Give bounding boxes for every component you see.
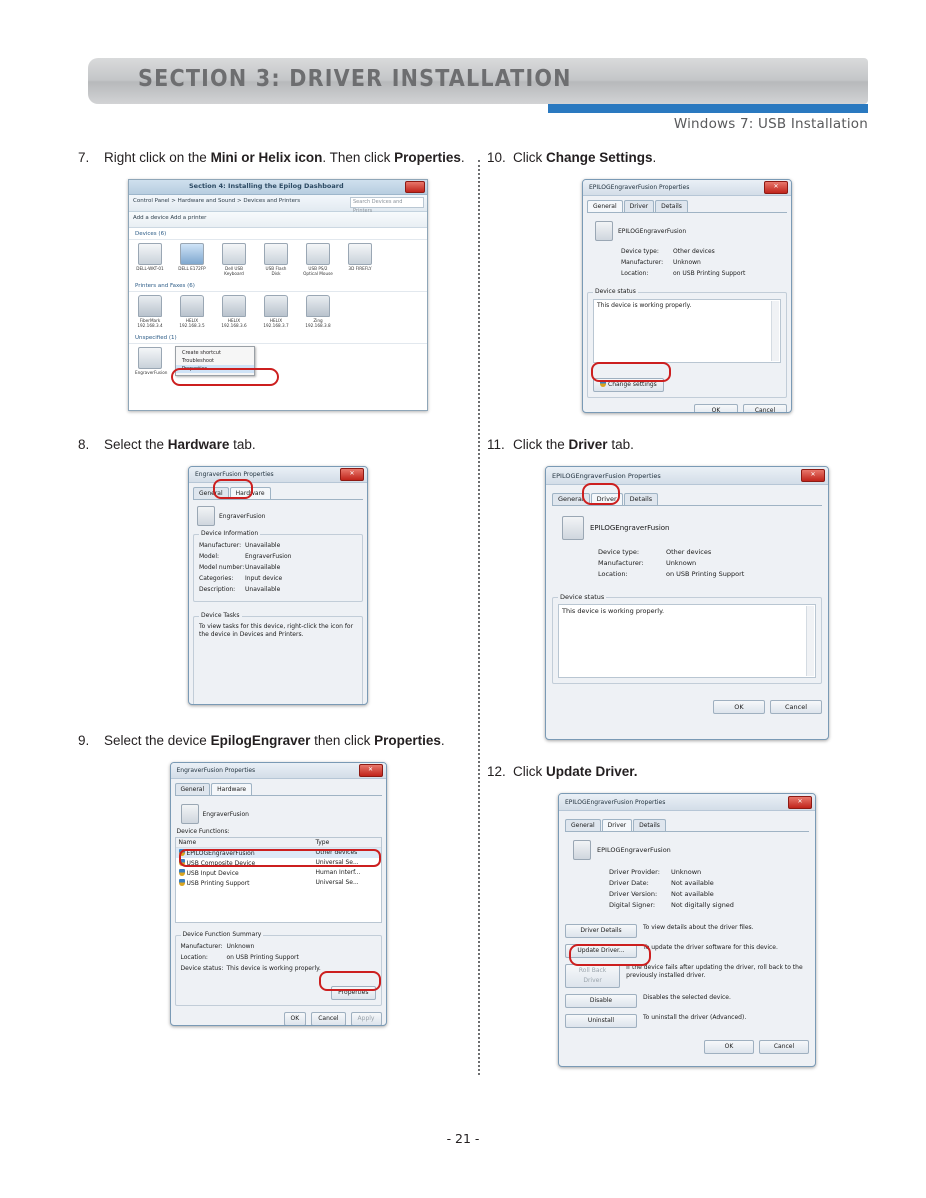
button-row (552, 700, 822, 714)
device-name: EPILOGEngraverFusion (590, 524, 670, 532)
device-icon (562, 516, 584, 540)
scrollbar[interactable] (806, 606, 814, 676)
field-value: Other devices (673, 248, 715, 255)
step-9-part-5: . (440, 733, 445, 748)
uninstall-button[interactable]: Uninstall (565, 1014, 637, 1028)
window-title: EPILOGEngraverFusion Properties (565, 798, 666, 806)
explorer-address-text: Control Panel > Hardware and Sound > Devices and Printers (133, 198, 301, 204)
field-key: Driver Provider: (609, 868, 660, 876)
printer-item[interactable] (219, 295, 249, 328)
device-item[interactable] (261, 243, 291, 276)
tab-general[interactable]: General (175, 783, 211, 795)
tab-general[interactable]: General (587, 200, 623, 212)
computer-icon (138, 243, 162, 265)
tabstrip (552, 491, 822, 506)
device-label: USB Flash Disk (265, 266, 287, 276)
disable-button[interactable]: Disable (565, 994, 637, 1008)
context-menu-item-create-shortcut[interactable]: Create shortcut (182, 350, 221, 356)
epilog-properties-driver-tab-window (545, 466, 829, 740)
field-value: Not available (671, 890, 714, 898)
update-driver-button[interactable]: Update Driver... (565, 944, 637, 958)
row-type: Universal Se... (315, 879, 359, 886)
printer-label: HELIX 192.168.3.6 (221, 318, 247, 328)
tab-general[interactable]: General (552, 493, 590, 505)
field-key: Driver Date: (609, 879, 649, 887)
step-8-number: 8. (78, 437, 90, 452)
step-11 (487, 435, 887, 740)
step-9-part-2: EpilogEngraver (210, 733, 311, 748)
unspecified-label: EngraverFusion (135, 370, 168, 375)
field-value: on USB Printing Support (666, 570, 745, 578)
context-menu-item-troubleshoot[interactable]: Troubleshoot (182, 358, 214, 364)
explorer-titlebar (129, 180, 427, 195)
step-9-text (104, 731, 478, 750)
section-printers-header: Printers and Faxes (6) (129, 280, 427, 292)
column-header-name: Name (178, 839, 197, 846)
tab-driver[interactable]: Driver (591, 493, 623, 505)
update-driver-desc: To update the driver software for this device. (643, 944, 778, 951)
step-11-text (513, 435, 887, 454)
tab-details[interactable]: Details (633, 819, 666, 831)
device-item[interactable] (345, 243, 375, 276)
field-value: Not available (671, 879, 714, 887)
row-type: Human Interf... (315, 869, 361, 876)
tab-driver[interactable]: Driver (602, 819, 632, 831)
printer-item[interactable] (303, 295, 333, 328)
window-body (171, 779, 386, 1026)
window-title: EngraverFusion Properties (195, 471, 274, 478)
device-label: DELL E172FP (178, 266, 206, 271)
cancel-button[interactable]: Cancel (759, 1040, 809, 1054)
step-12-part-2: Update Driver. (546, 764, 638, 779)
tabstrip (175, 783, 382, 796)
step-10-text (513, 148, 887, 167)
printer-icon (306, 295, 330, 317)
change-settings-button[interactable] (593, 378, 664, 392)
field-value: Not digitally signed (671, 901, 734, 909)
step-7-part-4: Properties (394, 150, 461, 165)
step-11-screenshot (487, 466, 887, 740)
window-title: EPILOGEngraverFusion Properties (589, 184, 690, 191)
unspecified-grid (129, 344, 427, 375)
explorer-title: Section 4: Installing the Epilog Dashboard (189, 182, 344, 190)
engraver-icon (138, 347, 162, 369)
field-value: Input device (245, 575, 283, 582)
field-key: Location: (621, 270, 649, 277)
printer-icon (222, 295, 246, 317)
step-7 (78, 148, 478, 411)
engraverfusion-hardware-window (170, 762, 387, 1026)
step-11-part-3: tab. (607, 437, 634, 452)
button-row (565, 1040, 809, 1054)
change-settings-label: Change settings (608, 381, 657, 388)
tasks-text: To view tasks for this device, right-click the icon for the device in Devices and Printers. (199, 623, 354, 638)
uninstall-desc: To uninstall the driver (Advanced). (643, 1014, 747, 1021)
field-key: Model: (199, 553, 220, 560)
summary-key: Manufacturer: (180, 943, 223, 950)
step-10-part-3: . (652, 150, 657, 165)
search-input[interactable]: Search Devices and Printers (350, 197, 424, 208)
step-9-number: 9. (78, 733, 90, 748)
epilog-properties-driver-window (558, 793, 816, 1067)
step-7-part-5: . (460, 150, 465, 165)
cancel-button[interactable]: Cancel (311, 1012, 345, 1026)
unspecified-item[interactable] (135, 347, 168, 375)
step-12-number: 12. (487, 764, 506, 779)
row-name: USB Input Device (186, 870, 239, 877)
tab-driver[interactable]: Driver (624, 200, 654, 212)
group-label: Device Tasks (201, 612, 240, 619)
status-text: This device is working properly. (597, 302, 692, 309)
devices-grid (129, 240, 427, 276)
device-item[interactable] (219, 243, 249, 276)
printer-label: FiberMark 192.168.3.4 (137, 318, 163, 328)
step-9-part-4: Properties (374, 733, 441, 748)
header-subtitle: Windows 7: USB Installation (673, 116, 868, 132)
field-key: Digital Signer: (609, 901, 656, 909)
step-11-part-1: Click the (513, 437, 569, 452)
step-7-part-2: Mini or Helix icon (210, 150, 323, 165)
field-key: Categories: (199, 575, 234, 582)
step-8-part-2: Hardware (167, 437, 230, 452)
step-9 (78, 731, 478, 1026)
device-function-summary-group (175, 931, 382, 1006)
summary-value: Unknown (226, 943, 255, 950)
keyboard-icon (222, 243, 246, 265)
titlebar (171, 763, 386, 779)
tabstrip (193, 487, 363, 500)
field-value: on USB Printing Support (673, 270, 746, 277)
printer-label: HELIX 192.168.3.5 (179, 318, 205, 328)
field-key: Manufacturer: (598, 559, 644, 567)
summary-key: Location: (180, 954, 208, 961)
printer-label: HELIX 192.168.3.7 (263, 318, 289, 328)
group-label: Device status (560, 593, 605, 601)
right-column (487, 148, 887, 1073)
row-name: EPILOGEngraverFusion (186, 850, 255, 857)
shield-icon (600, 380, 606, 387)
field-value: Unknown (666, 559, 697, 567)
shield-icon (179, 849, 185, 856)
step-7-part-3: . Then click (322, 150, 395, 165)
group-label: Device Information (201, 530, 259, 537)
step-8-part-3: tab. (229, 437, 256, 452)
row-name: USB Composite Device (186, 860, 256, 867)
device-status-group (552, 593, 822, 684)
column-header-type: Type (315, 839, 330, 846)
step-8-part-1: Select the (104, 437, 168, 452)
field-key: Manufacturer: (621, 259, 664, 266)
step-8-screenshot (78, 466, 478, 705)
camera-icon (348, 243, 372, 265)
step-12-screenshot (487, 793, 887, 1067)
device-icon (573, 840, 591, 860)
properties-button[interactable]: Properties (331, 986, 375, 1000)
window-title: EPILOGEngraverFusion Properties (552, 471, 661, 480)
step-10-part-2: Change Settings (546, 150, 653, 165)
step-8-text (104, 435, 478, 454)
ok-button[interactable]: OK (713, 700, 765, 714)
device-icon (595, 221, 613, 241)
step-12-part-1: Click (513, 764, 546, 779)
step-9-screenshot (78, 762, 478, 1026)
page-number: - 21 - (446, 1131, 480, 1146)
device-status-textarea[interactable] (558, 604, 816, 678)
device-status-group (587, 288, 787, 398)
field-value: EngraverFusion (245, 553, 292, 560)
step-10 (487, 148, 887, 413)
context-menu[interactable] (175, 346, 255, 376)
roll-back-driver-desc: If the device fails after updating the driver, roll back to the previously installed driver. (626, 964, 803, 979)
page-title: SECTION 3: DRIVER INSTALLATION (138, 66, 572, 92)
device-name: EngraverFusion (202, 810, 249, 818)
step-12-text (513, 762, 887, 781)
step-10-screenshot (487, 179, 887, 413)
device-item[interactable] (303, 243, 333, 276)
device-information-group (193, 530, 363, 602)
step-7-number: 7. (78, 150, 90, 165)
field-value: Unavailable (245, 542, 281, 549)
summary-value: on USB Printing Support (226, 954, 299, 961)
printer-icon (138, 295, 162, 317)
row-name: USB Printing Support (186, 880, 250, 887)
left-column (78, 148, 478, 1032)
device-icon (181, 804, 199, 824)
field-value: Unavailable (245, 586, 281, 593)
ok-button[interactable]: OK (284, 1012, 307, 1026)
field-key: Device type: (621, 248, 659, 255)
field-value: Unknown (671, 868, 702, 876)
step-11-part-2: Driver (568, 437, 608, 452)
device-status-textarea[interactable] (593, 299, 781, 363)
shield-icon (179, 869, 185, 876)
cancel-button[interactable]: Cancel (743, 404, 787, 413)
tab-general[interactable]: General (565, 819, 601, 831)
ok-button[interactable]: OK (704, 1040, 754, 1054)
titlebar (546, 467, 828, 485)
window-title: EngraverFusion Properties (176, 767, 256, 774)
tabstrip (587, 200, 787, 213)
section-devices-header: Devices (6) (129, 228, 427, 240)
step-10-number: 10. (487, 150, 506, 165)
tabstrip (565, 817, 809, 832)
device-name: EngraverFusion (219, 512, 266, 520)
close-icon[interactable]: ✕ (801, 469, 825, 482)
column-divider (478, 160, 480, 1075)
roll-back-driver-button[interactable]: Roll Back Driver (565, 964, 620, 988)
printers-grid (129, 292, 427, 328)
close-icon[interactable]: ✕ (359, 764, 383, 777)
button-row (587, 404, 787, 413)
explorer-content (129, 228, 427, 411)
step-8 (78, 435, 478, 705)
row-type: Other devices (315, 849, 358, 856)
shield-icon (179, 879, 185, 886)
close-icon[interactable]: ✕ (788, 796, 812, 809)
field-value: Unavailable (245, 564, 281, 571)
shield-icon (179, 859, 185, 866)
printer-item[interactable] (261, 295, 291, 328)
field-key: Model number: (199, 564, 245, 571)
device-name: EPILOGEngraverFusion (618, 227, 687, 235)
tab-hardware[interactable]: Hardware (230, 487, 271, 499)
titlebar (559, 794, 815, 811)
printer-icon (180, 295, 204, 317)
step-11-number: 11. (487, 437, 505, 452)
explorer-window (128, 179, 428, 411)
button-row (175, 1012, 382, 1026)
device-tasks-group (193, 612, 363, 705)
apply-button[interactable]: Apply (351, 1012, 382, 1026)
device-label: Dell USB Keyboard (224, 266, 244, 276)
group-label: Device status (595, 288, 636, 295)
tab-general[interactable]: General (193, 487, 229, 499)
printer-label: Zing 192.168.3.8 (305, 318, 331, 328)
printer-item[interactable] (177, 295, 207, 328)
cancel-button[interactable]: Cancel (770, 700, 822, 714)
group-label: Device Function Summary (182, 931, 262, 938)
window-body (583, 196, 791, 413)
summary-key: Device status: (180, 965, 224, 972)
window-body (189, 483, 367, 705)
window-body (546, 485, 828, 720)
summary-value: This device is working properly. (226, 965, 321, 972)
device-label: DELL-WKT-01 (136, 266, 164, 271)
close-icon[interactable]: ✕ (764, 181, 788, 194)
context-menu-item-properties[interactable]: Properties (176, 365, 254, 373)
header-accent-bar (548, 104, 868, 113)
field-key: Location: (598, 570, 628, 578)
device-name: EPILOGEngraverFusion (597, 846, 671, 854)
step-9-part-3: then click (310, 733, 375, 748)
step-7-part-1: Right click on the (104, 150, 211, 165)
device-icon (197, 506, 215, 526)
epilog-properties-general-window (582, 179, 792, 413)
disable-desc: Disables the selected device. (643, 994, 731, 1001)
driver-details-desc: To view details about the driver files. (643, 924, 754, 931)
field-value: Unknown (673, 259, 701, 266)
tab-hardware[interactable]: Hardware (211, 783, 252, 795)
field-key: Description: (199, 586, 236, 593)
device-functions-label: Device Functions: (176, 828, 230, 835)
field-key: Device type: (598, 548, 640, 556)
close-icon[interactable]: ✕ (340, 468, 364, 481)
titlebar (189, 467, 367, 483)
explorer-address-bar[interactable] (129, 195, 427, 212)
step-10-part-1: Click (513, 150, 546, 165)
field-key: Driver Version: (609, 890, 658, 898)
step-7-text (104, 148, 478, 167)
engraverfusion-properties-window (188, 466, 368, 705)
step-12 (487, 762, 887, 1067)
device-label: 3D FIREFLY (348, 266, 372, 271)
device-label: USB PS/2 Optical Mouse (303, 266, 333, 276)
field-value: Other devices (666, 548, 712, 556)
close-icon[interactable] (405, 181, 425, 193)
row-type: Universal Se... (315, 859, 359, 866)
titlebar (583, 180, 791, 196)
window-body (559, 811, 815, 1060)
explorer-toolbar[interactable]: Add a device Add a printer (129, 212, 427, 228)
usb-drive-icon (264, 243, 288, 265)
section-unspecified-header: Unspecified (1) (129, 332, 427, 344)
step-9-part-1: Select the device (104, 733, 211, 748)
status-text: This device is working properly. (562, 607, 665, 615)
step-7-screenshot (78, 179, 478, 411)
tab-details[interactable]: Details (624, 493, 659, 505)
device-item[interactable] (177, 243, 207, 276)
printer-item[interactable] (135, 295, 165, 328)
printer-icon (264, 295, 288, 317)
driver-details-button[interactable]: Driver Details (565, 924, 637, 938)
device-item[interactable] (135, 243, 165, 276)
scrollbar[interactable] (771, 301, 779, 361)
ok-button[interactable]: OK (694, 404, 738, 413)
monitor-icon (180, 243, 204, 265)
tab-details[interactable]: Details (655, 200, 688, 212)
mouse-icon (306, 243, 330, 265)
device-functions-list[interactable] (175, 837, 382, 923)
field-key: Manufacturer: (199, 542, 242, 549)
